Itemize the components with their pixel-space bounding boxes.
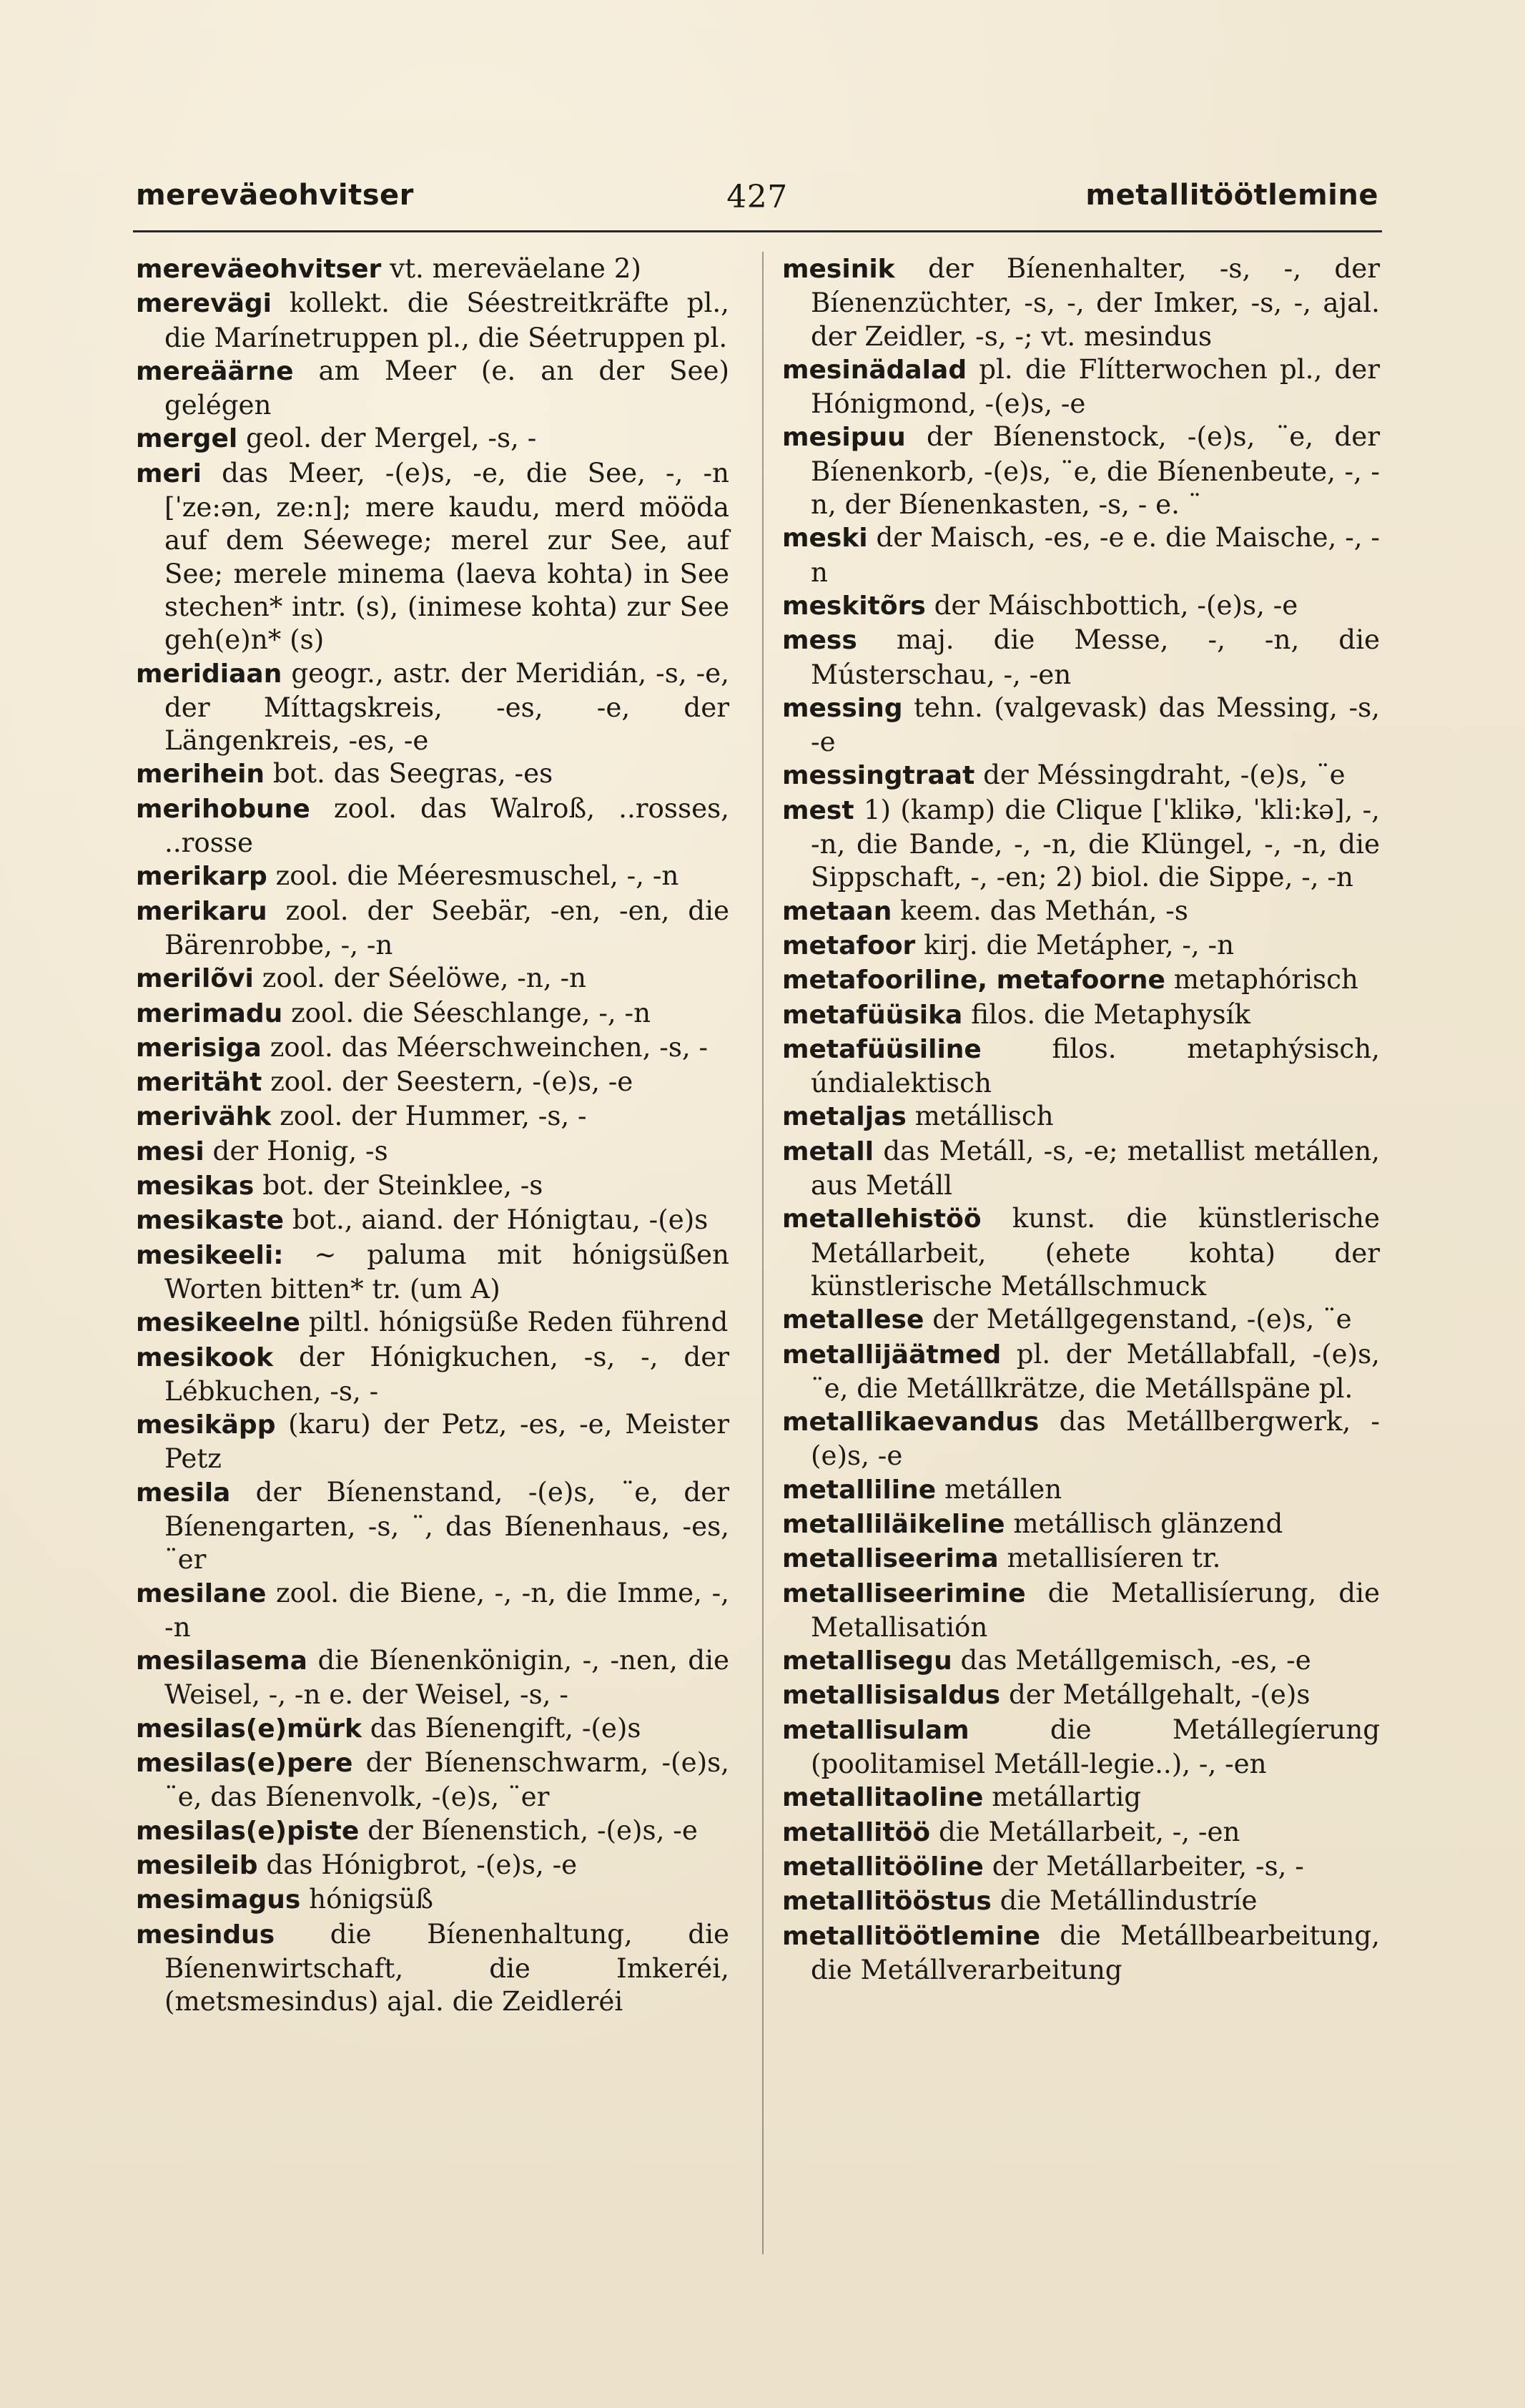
left-column	[136, 252, 729, 2018]
dictionary-entry	[782, 1099, 1380, 1134]
entry-headword: metallisegu	[782, 1646, 952, 1676]
entry-headword: merivähk	[136, 1102, 272, 1132]
entry-headword: mesindus	[136, 1920, 275, 1950]
entry-headword: meritäht	[136, 1068, 262, 1098]
entry-definition: pl. der Metállabfall, -(e)s, ¨e, die Metállkrätze, die Metállspäne pl.	[811, 1337, 1380, 1404]
dictionary-entry	[782, 1032, 1380, 1100]
entry-definition: tehn. (valgevask) das Messing, -s, -e	[811, 691, 1380, 758]
entry-definition: der Bíenenhalter, -s, -, der Bíenenzüchter, -s, -, der Imker, -s, -, ajal. der Zeidler, -s, -; vt. mesindus	[811, 252, 1381, 352]
entry-headword: merihein	[136, 760, 265, 790]
running-header	[136, 179, 1378, 222]
entry-headword: merikarp	[136, 862, 267, 892]
entry-definition: das Metállbergwerk, -(e)s, -e	[811, 1405, 1380, 1472]
entry-headword: metallese	[782, 1305, 924, 1335]
entry-definition: kunst. die künstlerische Metállarbeit, (ehete kohta) der künstlerische Metállschmuck	[811, 1202, 1380, 1302]
entry-definition: (karu) der Petz, -es, -e, Meister Petz	[164, 1408, 729, 1475]
dictionary-entry	[136, 1643, 729, 1711]
entry-headword: metalliläikeline	[782, 1509, 1005, 1539]
dictionary-entry	[782, 252, 1380, 353]
entry-headword: mesimagus	[136, 1885, 301, 1915]
dictionary-entry	[782, 1576, 1380, 1644]
entry-headword: mesilas(e)piste	[136, 1816, 360, 1846]
entry-headword: meridiaan	[136, 659, 282, 689]
entry-headword: meskitõrs	[782, 591, 926, 621]
entry-definition: zool. das Méerschweinchen, -s, -	[270, 1031, 709, 1063]
entry-headword: mesilas(e)mürk	[136, 1714, 362, 1744]
entry-headword: mesikaste	[136, 1206, 284, 1236]
entry-definition: zool. der Séelöwe, -n, -n	[262, 962, 586, 994]
entry-headword: metallitööstus	[782, 1887, 992, 1917]
dictionary-entry	[782, 963, 1380, 997]
entry-headword: mesilane	[136, 1578, 267, 1608]
dictionary-entry	[782, 928, 1380, 963]
entry-headword: mesilasema	[136, 1646, 307, 1676]
dictionary-entry	[782, 521, 1380, 589]
entry-definition: bot., aiand. der Hónigtau, -(e)s	[292, 1204, 709, 1236]
entry-headword: mesinik	[782, 255, 895, 284]
entry-definition: metallisíeren tr.	[1007, 1542, 1221, 1574]
entry-headword: metalliseerimine	[782, 1578, 1026, 1608]
dictionary-entry	[136, 421, 729, 456]
entry-definition: zool. der Seebär, -en, -en, die Bärenrobbe, -, -n	[164, 894, 729, 960]
entry-headword: mesi	[136, 1136, 204, 1166]
dictionary-entry	[782, 420, 1380, 521]
entry-definition: der Metállgehalt, -(e)s	[1008, 1679, 1311, 1711]
entry-headword: meski	[782, 524, 868, 554]
entry-definition: der Honig, -s	[212, 1134, 388, 1166]
header-first-headword: mereväeohvitser	[136, 179, 414, 212]
entry-definition: die Metallisíerung, die Metallisatión	[811, 1576, 1380, 1643]
dictionary-entry	[136, 859, 729, 893]
entry-headword: metafüüsika	[782, 1000, 963, 1030]
entry-definition: zool. die Méeresmuschel, -, -n	[275, 860, 679, 892]
dictionary-entry	[782, 894, 1380, 928]
entry-definition: piltl. hónigsüße Reden führend	[308, 1306, 729, 1338]
dictionary-entry	[782, 1815, 1380, 1849]
dictionary-entry	[136, 1917, 729, 2018]
entry-definition: der Bíenenstand, -(e)s, ¨e, der Bíenengarten, -s, ¨, das Bíenenhaus, -es, ¨er	[164, 1475, 729, 1576]
entry-definition: zool. die Séeschlange, -, -n	[291, 996, 651, 1028]
entry-definition: hónigsüß	[309, 1883, 434, 1915]
entry-definition: der Bíenenstock, -(e)s, ¨e, der Bíenenkorb, -(e)s, ¨e, die Bíenenbeute, -, -n, der Bíenenkasten, -s, - e. ¨	[811, 421, 1380, 521]
entry-definition: keem. das Methán, -s	[900, 894, 1188, 926]
entry-definition: zool. die Biene, -, -n, die Imme, -, -n	[164, 1576, 729, 1643]
dictionary-entry	[782, 1337, 1380, 1405]
entry-headword: metallehistöö	[782, 1204, 982, 1234]
dictionary-entry	[782, 589, 1380, 623]
entry-headword: mesilas(e)pere	[136, 1749, 353, 1779]
entry-headword: metafoor	[782, 930, 916, 960]
dictionary-entry	[136, 757, 729, 791]
entry-definition: am Meer (e. an der See) gelégen	[164, 354, 729, 421]
page-number: 427	[726, 179, 788, 215]
entry-headword: merevägi	[136, 289, 272, 319]
dictionary-entry	[136, 1305, 729, 1340]
entry-definition: die Bíenenhaltung, die Bíenenwirtschaft, die Imkeréi, (metsmesindus) ajal. die Zeidleréi	[164, 1917, 729, 2018]
dictionary-entry	[136, 1238, 729, 1306]
entry-headword: merikaru	[136, 896, 267, 926]
dictionary-entry	[782, 1643, 1380, 1678]
entry-definition: der Bíenenstich, -(e)s, -e	[367, 1814, 698, 1846]
entry-headword: mereäärne	[136, 356, 294, 386]
entry-headword: metafooriline, metafoorne	[782, 965, 1165, 996]
dictionary-entry	[136, 1134, 729, 1169]
entry-headword: mesikas	[136, 1171, 255, 1201]
dictionary-entry	[782, 1919, 1380, 1987]
entry-definition: die Metállarbeit, -, -en	[938, 1815, 1240, 1847]
entry-headword: mesikeeli:	[136, 1240, 284, 1270]
entry-headword: metalliseerima	[782, 1544, 999, 1574]
dictionary-entry	[782, 1201, 1380, 1302]
entry-definition: filos. die Metaphysík	[971, 998, 1251, 1030]
entry-headword: metallitöötlemine	[782, 1921, 1040, 1951]
entry-definition: filos. metaphýsisch, úndialektisch	[811, 1032, 1381, 1099]
entry-definition: der Hónigkuchen, -s, -, der Lébkuchen, -s, -	[164, 1340, 729, 1407]
dictionary-entry	[782, 793, 1380, 894]
dictionary-entry	[136, 894, 729, 962]
dictionary-entry	[782, 998, 1380, 1032]
dictionary-entry	[782, 353, 1380, 421]
entry-definition: der Máischbottich, -(e)s, -e	[934, 589, 1298, 621]
entry-headword: mesinädalad	[782, 355, 967, 385]
dictionary-entry	[136, 996, 729, 1031]
entry-headword: mesikäpp	[136, 1410, 276, 1440]
entry-definition: metállisch	[914, 1100, 1054, 1132]
entry-headword: metallisisaldus	[782, 1681, 1001, 1711]
entry-definition: das Metáll, -s, -e; metallist metállen, aus Metáll	[811, 1134, 1380, 1201]
dictionary-entry	[136, 1031, 729, 1065]
entry-definition: die Metállegíerung (poolitamisel Metáll-legie..), -, -en	[811, 1713, 1380, 1780]
entry-headword: mergel	[136, 424, 238, 454]
entry-definition: das Bíenengift, -(e)s	[370, 1711, 641, 1744]
dictionary-entry	[136, 657, 729, 757]
entry-headword: mesileib	[136, 1850, 258, 1880]
header-rule	[133, 230, 1382, 232]
header-last-headword: metallitöötlemine	[1085, 179, 1378, 212]
entry-headword: metaljas	[782, 1102, 907, 1132]
entry-definition: 1) (kamp) die Clique [ˈklikə, ˈkli:kə], -, -n, die Bande, -, -n, die Klüngel, -, -n, die Sippschaft, -, -en; 2) biol. die Sippe, -, -n	[811, 793, 1380, 893]
entry-headword: merisiga	[136, 1033, 262, 1063]
entry-definition: das Metállgemisch, -es, -e	[960, 1644, 1311, 1676]
entry-headword: mesipuu	[782, 423, 906, 453]
dictionary-entry	[136, 1203, 729, 1237]
entry-headword: metafüüsiline	[782, 1034, 982, 1064]
dictionary-entry	[136, 1169, 729, 1203]
entry-headword: merimadu	[136, 998, 283, 1028]
dictionary-entry	[136, 1099, 729, 1134]
entry-headword: metall	[782, 1136, 874, 1166]
entry-definition: bot. das Seegras, -es	[272, 757, 553, 790]
dictionary-entry	[136, 1340, 729, 1408]
entry-definition: der Méssingdraht, -(e)s, ¨e	[983, 759, 1346, 791]
entry-definition: das Hónigbrot, -(e)s, -e	[266, 1848, 578, 1880]
entry-definition: die Metállindustríe	[1000, 1884, 1258, 1917]
right-column	[782, 252, 1380, 1986]
entry-definition: die Bíenenkönigin, -, -nen, die Weisel, -, -n e. der Weisel, -s, -	[164, 1644, 729, 1711]
entry-definition: zool. der Seestern, -(e)s, -e	[270, 1066, 633, 1098]
dictionary-entry	[782, 1302, 1380, 1337]
dictionary-entry	[136, 1576, 729, 1644]
dictionary-entry	[782, 1405, 1380, 1473]
dictionary-entry	[782, 1134, 1380, 1202]
entry-definition: geol. der Mergel, -s, -	[246, 422, 537, 454]
entry-definition: bot. der Steinklee, -s	[262, 1169, 543, 1201]
entry-definition: der Metállgegenstand, -(e)s, ¨e	[932, 1303, 1352, 1335]
entry-headword: metallitöö	[782, 1817, 931, 1847]
entry-definition: metállisch glänzend	[1013, 1507, 1283, 1539]
dictionary-entry	[136, 1746, 729, 1814]
dictionary-entry	[136, 286, 729, 354]
entry-definition: die Metállbearbeitung, die Metállverarbeitung	[811, 1919, 1381, 1985]
dictionary-entry	[782, 1507, 1380, 1541]
entry-headword: mest	[782, 795, 854, 825]
entry-headword: metaan	[782, 896, 892, 926]
dictionary-entry	[782, 1884, 1380, 1918]
entry-headword: merilõvi	[136, 964, 254, 994]
dictionary-entry	[136, 1407, 729, 1475]
dictionary-entry	[782, 1713, 1380, 1781]
dictionary-entry	[782, 1541, 1380, 1576]
dictionary-entry	[136, 252, 729, 286]
entry-definition: zool. das Walroß, ..rosses, ..rosse	[164, 792, 730, 859]
entry-headword: metalliline	[782, 1475, 937, 1505]
entry-definition: kirj. die Metápher, -, -n	[924, 928, 1235, 960]
column-divider	[762, 252, 764, 2254]
entry-headword: metallijäätmed	[782, 1340, 1002, 1370]
dictionary-entry	[136, 1475, 729, 1576]
entry-definition: maj. die Messe, -, -n, die Músterschau, -, -en	[811, 624, 1381, 690]
entry-definition: der Bíenenschwarm, -(e)s, ¨e, das Bíenenvolk, -(e)s, ¨er	[164, 1746, 729, 1813]
dictionary-entry	[782, 691, 1380, 759]
entry-definition: geogr., astr. der Meridián, -s, -e, der Míttagskreis, -es, -e, der Längenkreis, -es, -e	[164, 657, 730, 757]
entry-definition: metállartig	[992, 1781, 1142, 1813]
dictionary-entry	[782, 1849, 1380, 1884]
dictionary-entry	[136, 456, 729, 657]
entry-definition: pl. die Flítterwochen pl., der Hónigmond, -(e)s, -e	[811, 353, 1380, 420]
entry-definition: vt. mereväelane 2)	[390, 252, 641, 284]
entry-headword: messing	[782, 693, 903, 723]
entry-definition: metállen	[944, 1473, 1062, 1505]
entry-headword: mesila	[136, 1478, 231, 1508]
entry-headword: mesikeelne	[136, 1308, 300, 1338]
entry-headword: messingtraat	[782, 761, 975, 791]
dictionary-entry	[136, 1065, 729, 1099]
dictionary-entry	[136, 792, 729, 860]
entry-headword: meri	[136, 458, 202, 488]
entry-headword: metallitööline	[782, 1852, 984, 1882]
entry-headword: metallisulam	[782, 1715, 969, 1745]
dictionary-entry	[136, 1882, 729, 1917]
dictionary-entry	[136, 354, 729, 422]
dictionary-entry	[782, 758, 1380, 792]
dictionary-entry	[782, 1473, 1380, 1507]
entry-definition: zool. der Hummer, -s, -	[280, 1100, 587, 1132]
dictionary-entry	[136, 1814, 729, 1848]
dictionary-entry	[782, 1678, 1380, 1712]
entry-definition: der Maisch, -es, -e e. die Maische, -, -n	[811, 521, 1380, 588]
dictionary-entry	[782, 1780, 1380, 1814]
entry-headword: metallikaevandus	[782, 1407, 1040, 1438]
entry-headword: metallitaoline	[782, 1783, 984, 1813]
dictionary-entry	[136, 1848, 729, 1882]
entry-definition: das Meer, -(e)s, -e, die See, -, -n [ˈze:ən, ze:n]; mere kaudu, merd mööda auf dem Séewege; merel zur See, auf See; merele minema (laeva kohta) in See stechen* intr. (s), (inimese kohta) zur See geh(e)n* (s)	[164, 456, 729, 656]
entry-headword: mess	[782, 626, 857, 656]
entry-headword: merihobune	[136, 794, 310, 824]
dictionary-entry	[136, 1711, 729, 1746]
entry-headword: mereväeohvitser	[136, 255, 382, 284]
entry-definition: der Metállarbeiter, -s, -	[992, 1849, 1304, 1882]
entry-definition: kollekt. die Séestreitkräfte pl., die Marínetruppen pl., die Séetruppen pl.	[164, 287, 729, 353]
entry-headword: mesikook	[136, 1342, 274, 1372]
dictionary-entry	[136, 961, 729, 996]
dictionary-entry	[782, 623, 1380, 691]
entry-definition: ~ paluma mit hónigsüßen Worten bitten* tr. (um A)	[164, 1238, 730, 1304]
entry-definition: metaphórisch	[1173, 963, 1358, 996]
